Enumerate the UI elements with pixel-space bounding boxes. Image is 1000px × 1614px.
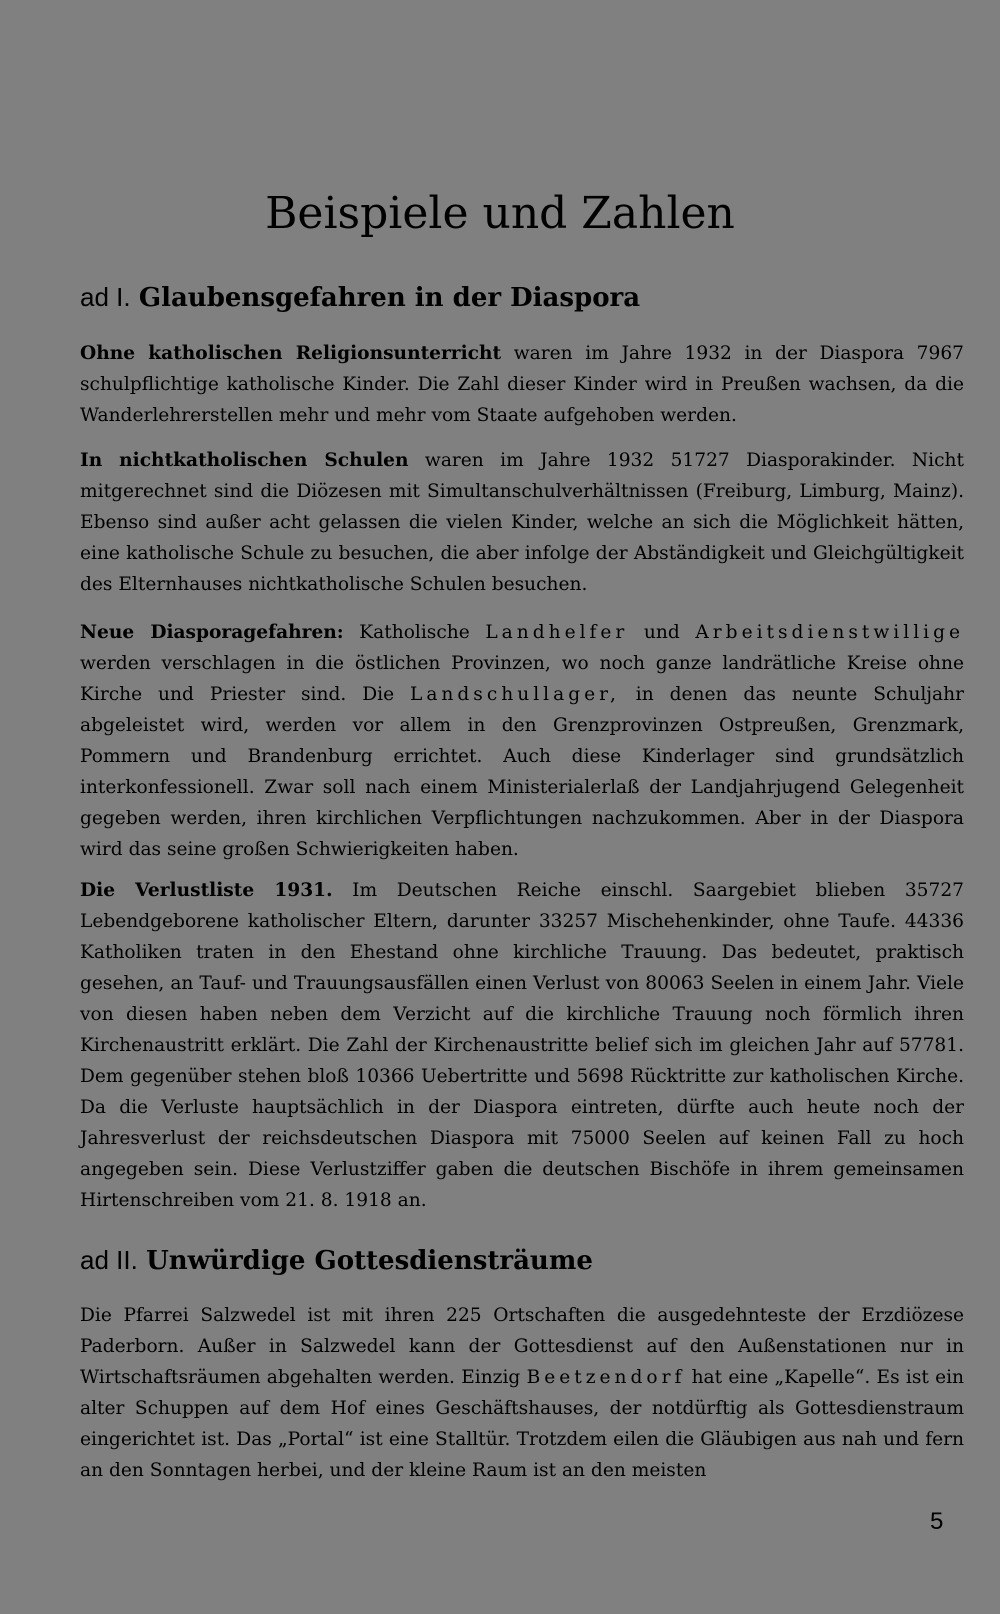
term-arbeitsdienstwillige: Arbeitsdienstwillige [695,622,964,643]
paragraph-1-lead: Ohne katholischen Religionsunterricht [80,343,502,364]
paragraph-3-lead: Neue Diasporagefahren: [80,622,344,643]
paragraph-3-text-b: und [628,622,696,643]
section-2-prefix: ad II. [80,1245,138,1275]
paragraph-2-lead: In nichtkatholischen Schulen [80,450,409,471]
paragraph-2-text: waren im Jahre 1932 51727 Diasporakinder. Nicht mitgerechnet sind die Diözesen mit Simultanschulverhältnissen (Freiburg, Limburg, Mainz). Ebenso sind außer acht gelassen die vielen Kinder, welche an sich die Möglichkeit hätten, eine katholische Schule zu besuchen, die aber infolge der Abständigkeit und Gleichgültigkeit des Elternhauses nichtkatholische Schulen besuchen. [80,450,964,595]
term-beetzendorf: Beetzendorf [526,1367,686,1388]
section-heading-2 [80,1245,593,1276]
paragraph-3-text-a: Katholische [343,622,486,643]
term-landhelfer: Landhelfer [485,622,629,643]
term-landschullager: Landschullager, [410,684,620,705]
section-heading-1 [80,282,640,313]
section-1-prefix: ad I. [80,282,131,312]
section-2-title: Unwürdige Gottesdiensträume [146,1246,593,1276]
page-title: Beispiele und Zahlen [265,188,735,239]
paragraph-5-text-b: hat eine „Kapelle“. Es ist ein alter Schuppen auf dem Hof eines Geschäftshauses, der notdürftig als Gottesdienstraum eingerichtet ist. Das „Portal“ ist eine Stalltür. Trotzdem eilen die Gläubigen aus nah und fern an den Sonntagen herbei, und der kleine Raum ist an den meisten [80,1367,964,1481]
paragraph-1-text: waren im Jahre 1932 in der Diaspora 7967 schulpflichtige katholische Kinder. Die Zahl dieser Kinder wird in Preußen wachsen, da die Wanderlehrerstellen mehr und mehr vom Staate aufgehoben werden. [80,343,965,426]
paragraph-verlustliste [80,875,964,1216]
paragraph-4-lead: Die Verlustliste 1931. [80,880,333,901]
paragraph-3-text-c: werden verschlagen in die östlichen Provinzen, wo noch ganze landrätliche Kreise ohne Kirche und Priester sind. Die [80,653,964,705]
paragraph-salzwedel [80,1300,964,1486]
paragraph-3-text-d: in denen das neunte Schuljahr abgeleistet wird, werden vor allem in den Grenzprovinzen Ostpreußen, Grenzmark, Pommern und Brandenburg errichtet. Auch diese Kinderlager sind grundsätzlich interkonfessionell. Zwar soll nach einem Ministerialerlaß der Landjahrjugend Gelegenheit gegeben werden, ihren kirchlichen Verpflichtungen nachzukommen. Aber in der Diaspora wird das seine großen Schwierigkeiten haben. [80,684,964,860]
paragraph-religionsunterricht [80,338,964,431]
paragraph-neue-diasporagefahren [80,617,964,865]
page-number: 5 [930,1508,944,1535]
paragraph-nichtkatholische-schulen [80,445,964,600]
paragraph-5-text-a: Die Pfarrei Salzwedel ist mit ihren 225 Ortschaften die ausgedehnteste der Erzdiözese Paderborn. Außer in Salzwedel kann der Gottesdienst auf den Außenstationen nur in Wirtschaftsräumen abgehalten werden. Einzig [80,1305,964,1388]
section-1-title: Glaubensgefahren in der Diaspora [138,283,641,313]
paragraph-4-text: Im Deutschen Reiche einschl. Saargebiet blieben 35727 Lebendgeborene katholischer Eltern, darunter 33257 Mischehenkinder, ohne Taufe. 44336 Katholiken traten in den Ehestand ohne kirchliche Trauung. Das bedeutet, praktisch gesehen, an Tauf- und Trauungsausfällen einen Verlust von 80063 Seelen in einem Jahr. Viele von diesen haben neben dem Verzicht auf die kirchliche Trauung noch förmlich ihren Kirchenaustritt erklärt. Die Zahl der Kirchenaustritte belief sich im gleichen Jahr auf 57781. Dem gegenüber stehen bloß 10366 Uebertritte und 5698 Rücktritte zur katholischen Kirche. Da die Verluste hauptsächlich in der Diaspora eintreten, dürfte auch heute noch der Jahresverlust der reichsdeutschen Diaspora mit 75000 Seelen auf keinen Fall zu hoch angegeben sein. Diese Verlustziffer gaben die deutschen Bischöfe in ihrem gemeinsamen Hirtenschreiben vom 21. 8. 1918 an. [80,880,964,1211]
